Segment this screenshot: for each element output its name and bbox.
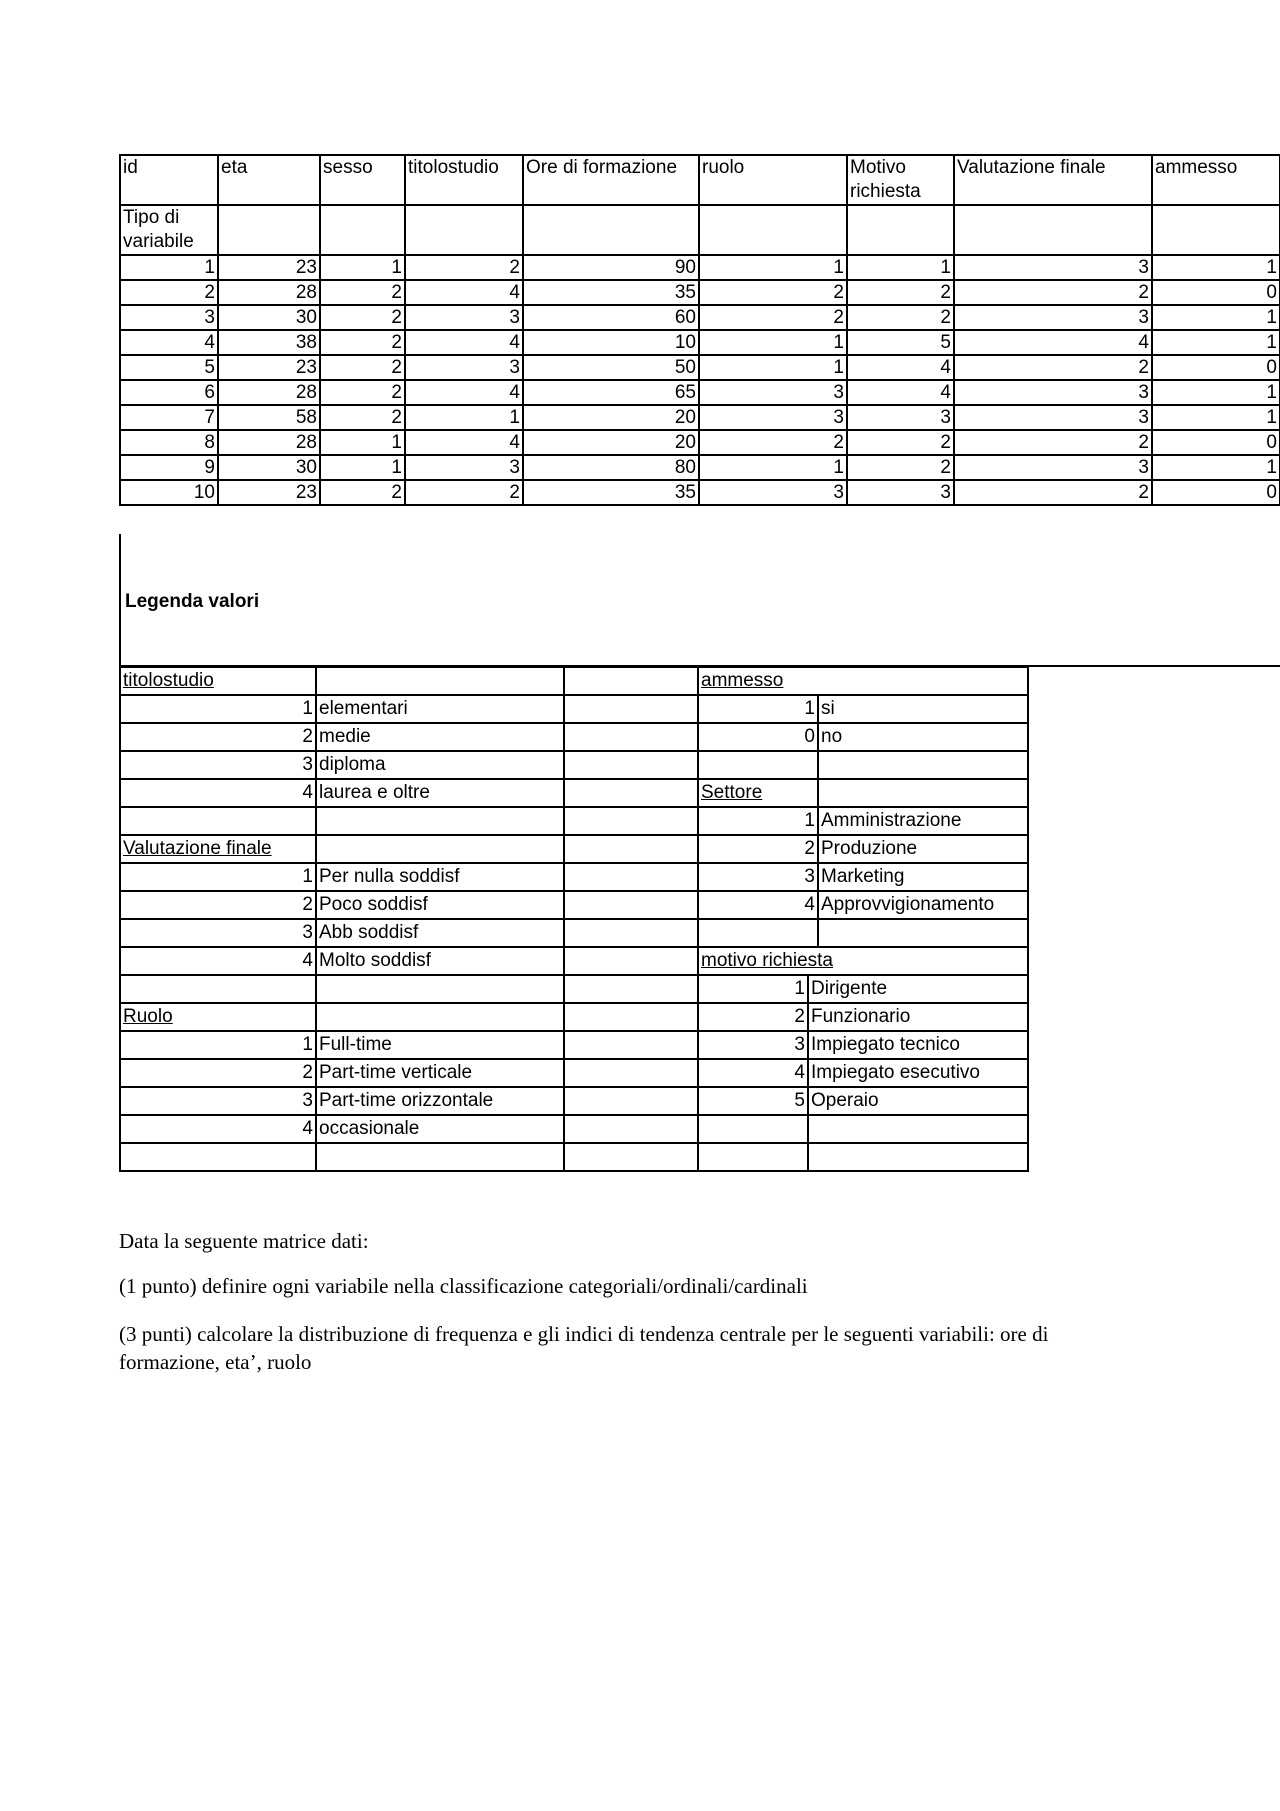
- legend-row: [120, 1143, 1028, 1171]
- table-cell: 2: [954, 480, 1152, 505]
- table-cell: 2: [320, 480, 405, 505]
- table-cell: 23: [218, 255, 320, 280]
- table-cell: 1: [320, 455, 405, 480]
- legend-row: [120, 723, 1028, 751]
- table-row: [120, 480, 1280, 505]
- header-cell: eta: [218, 155, 320, 205]
- legend-row: [120, 807, 1028, 835]
- table-row: [120, 305, 1280, 330]
- table-cell: 50: [523, 355, 699, 380]
- table-cell: 3: [954, 255, 1152, 280]
- table-cell: 1: [1152, 255, 1280, 280]
- table-cell: 2: [954, 355, 1152, 380]
- variable-type-label: Tipo di variabile: [120, 205, 218, 255]
- table-cell: 3: [405, 455, 523, 480]
- legend-value: Operaio: [808, 1087, 1028, 1115]
- legend-row: [120, 1115, 1028, 1143]
- legend-value: Dirigente: [808, 975, 1028, 1003]
- table-cell: 2: [320, 405, 405, 430]
- table-cell: 80: [523, 455, 699, 480]
- table-cell: 2: [405, 480, 523, 505]
- legend-code: 4: [120, 779, 316, 807]
- header-cell: sesso: [320, 155, 405, 205]
- table-cell: 1: [1152, 380, 1280, 405]
- table-cell: 4: [405, 380, 523, 405]
- legend-value: occasionale: [316, 1115, 564, 1143]
- table-cell: 28: [218, 430, 320, 455]
- legend-value: Poco soddisf: [316, 891, 564, 919]
- legend-row: [120, 779, 1028, 807]
- table-cell: 2: [405, 255, 523, 280]
- legend-code: 1: [120, 863, 316, 891]
- legend-row: [120, 1059, 1028, 1087]
- table-cell: 38: [218, 330, 320, 355]
- legend-value: diploma: [316, 751, 564, 779]
- legend-code: 4: [698, 1059, 808, 1087]
- table-cell: 10: [120, 480, 218, 505]
- table-cell: 28: [218, 280, 320, 305]
- table-row: [120, 355, 1280, 380]
- legend-value: Full-time: [316, 1031, 564, 1059]
- table-cell: 30: [218, 305, 320, 330]
- table-cell: 0: [1152, 480, 1280, 505]
- legend-row: [120, 891, 1028, 919]
- table-cell: 2: [847, 280, 954, 305]
- table-cell: 0: [1152, 355, 1280, 380]
- legend-value: laurea e oltre: [316, 779, 564, 807]
- legend-row: [120, 751, 1028, 779]
- table-cell: 1: [1152, 305, 1280, 330]
- legend-section-titolostudio: titolostudio: [123, 670, 214, 691]
- table-cell: 35: [523, 480, 699, 505]
- table-cell: 3: [405, 305, 523, 330]
- table-cell: 65: [523, 380, 699, 405]
- table-cell: 1: [699, 355, 847, 380]
- table-cell: 1: [320, 255, 405, 280]
- table-cell: 4: [120, 330, 218, 355]
- table-cell: 0: [1152, 430, 1280, 455]
- table-cell: 2: [699, 280, 847, 305]
- legend-header-box: [119, 534, 1280, 667]
- table-cell: 2: [699, 305, 847, 330]
- table-cell: 2: [847, 430, 954, 455]
- legend-code: 2: [120, 891, 316, 919]
- legend-code: 5: [698, 1087, 808, 1115]
- table-cell: 2: [320, 305, 405, 330]
- legend-value: Funzionario: [808, 1003, 1028, 1031]
- header-cell: Valutazione finale: [954, 155, 1152, 205]
- table-row: [120, 255, 1280, 280]
- legend-section-valutazione: Valutazione finale: [123, 838, 272, 859]
- table-cell: 3: [699, 380, 847, 405]
- table-cell: 2: [120, 280, 218, 305]
- legend-value: Impiegato esecutivo: [808, 1059, 1028, 1087]
- table-cell: 7: [120, 405, 218, 430]
- legend-table: [119, 666, 1029, 1172]
- table-cell: 1: [699, 330, 847, 355]
- table-row: [120, 430, 1280, 455]
- variable-type-cell[interactable]: [954, 205, 1152, 255]
- header-row: [120, 155, 1280, 205]
- header-cell: titolostudio: [405, 155, 523, 205]
- table-cell: 2: [954, 280, 1152, 305]
- legend-code: 1: [698, 695, 818, 723]
- table-cell: 3: [699, 405, 847, 430]
- table-cell: 1: [847, 255, 954, 280]
- question-1: (1 punto) definire ogni variabile nella classificazione categoriali/ordinali/cardinali: [119, 1274, 808, 1298]
- table-cell: 3: [954, 405, 1152, 430]
- variable-type-row: [120, 205, 1280, 255]
- header-cell: Ore di formazione: [523, 155, 699, 205]
- header-cell: ammesso: [1152, 155, 1280, 205]
- table-cell: 4: [405, 430, 523, 455]
- legend-value: Impiegato tecnico: [808, 1031, 1028, 1059]
- table-cell: 1: [120, 255, 218, 280]
- legend-row: [120, 863, 1028, 891]
- table-cell: 3: [847, 480, 954, 505]
- legend-code: 2: [698, 1003, 808, 1031]
- table-cell: 4: [847, 355, 954, 380]
- legend-value: Abb soddisf: [316, 919, 564, 947]
- table-cell: 1: [1152, 405, 1280, 430]
- variable-type-cell[interactable]: [1152, 205, 1280, 255]
- legend-code: 4: [120, 947, 316, 975]
- table-cell: 2: [320, 355, 405, 380]
- legend-value: Part-time verticale: [316, 1059, 564, 1087]
- legend-section-motivo: motivo richiesta: [701, 950, 833, 971]
- table-cell: 1: [1152, 455, 1280, 480]
- legend-value: medie: [316, 723, 564, 751]
- legend-code: 3: [698, 1031, 808, 1059]
- table-cell: 8: [120, 430, 218, 455]
- legend-code: 3: [120, 751, 316, 779]
- legend-code: 2: [698, 835, 818, 863]
- legend-value: elementari: [316, 695, 564, 723]
- table-cell: 20: [523, 430, 699, 455]
- legend-row: [120, 667, 1028, 695]
- legend-value: no: [818, 723, 1028, 751]
- table-cell: 1: [1152, 330, 1280, 355]
- table-cell: 4: [405, 280, 523, 305]
- legend-code: 3: [120, 919, 316, 947]
- table-cell: 5: [120, 355, 218, 380]
- legend-row: [120, 1087, 1028, 1115]
- table-cell: 0: [1152, 280, 1280, 305]
- legend-code: 3: [120, 1087, 316, 1115]
- legend-code: 1: [698, 975, 808, 1003]
- legend-code: 1: [698, 807, 818, 835]
- header-cell: Motivo richiesta: [847, 155, 954, 205]
- table-row: [120, 330, 1280, 355]
- legend-value: Part-time orizzontale: [316, 1087, 564, 1115]
- table-cell: 3: [954, 305, 1152, 330]
- legend-value: Molto soddisf: [316, 947, 564, 975]
- table-cell: 1: [320, 430, 405, 455]
- variable-type-cell[interactable]: [218, 205, 320, 255]
- legend-code: 1: [120, 695, 316, 723]
- legend-section-ammesso: ammesso: [701, 670, 784, 691]
- table-cell: 2: [954, 430, 1152, 455]
- legend-title: Legenda valori: [125, 591, 260, 612]
- table-cell: 1: [699, 255, 847, 280]
- legend-value: Per nulla soddisf: [316, 863, 564, 891]
- table-cell: 4: [954, 330, 1152, 355]
- table-cell: 2: [847, 455, 954, 480]
- legend-value: Marketing: [818, 863, 1028, 891]
- table-cell: 2: [847, 305, 954, 330]
- table-cell: 23: [218, 480, 320, 505]
- table-cell: 2: [320, 380, 405, 405]
- table-cell: 28: [218, 380, 320, 405]
- legend-row: [120, 975, 1028, 1003]
- legend-section-ruolo: Ruolo: [123, 1006, 173, 1027]
- legend-value: Amministrazione: [818, 807, 1028, 835]
- variable-type-cell[interactable]: [320, 205, 405, 255]
- question-2: (3 punti) calcolare la distribuzione di frequenza e gli indici di tendenza centrale per le seguenti variabili: ore di formazione, eta’, ruolo: [119, 1322, 1049, 1374]
- table-row: [120, 380, 1280, 405]
- table-cell: 6: [120, 380, 218, 405]
- table-cell: 1: [699, 455, 847, 480]
- data-matrix-table: [119, 154, 1280, 506]
- legend-row: [120, 695, 1028, 723]
- table-cell: 3: [847, 405, 954, 430]
- table-row: [120, 280, 1280, 305]
- table-cell: 1: [405, 405, 523, 430]
- table-cell: 10: [523, 330, 699, 355]
- legend-code: 0: [698, 723, 818, 751]
- legend-section-settore: Settore: [701, 782, 763, 803]
- legend-code: 2: [120, 1059, 316, 1087]
- intro-text: Data la seguente matrice dati:: [119, 1229, 369, 1253]
- table-cell: 35: [523, 280, 699, 305]
- table-cell: 20: [523, 405, 699, 430]
- table-cell: 2: [699, 430, 847, 455]
- variable-type-cell[interactable]: [699, 205, 847, 255]
- table-cell: 58: [218, 405, 320, 430]
- legend-row: [120, 919, 1028, 947]
- table-cell: 9: [120, 455, 218, 480]
- legend-code: 2: [120, 723, 316, 751]
- legend-value: Produzione: [818, 835, 1028, 863]
- variable-type-cell[interactable]: [523, 205, 699, 255]
- legend-row: [120, 835, 1028, 863]
- header-cell: id: [120, 155, 218, 205]
- table-row: [120, 455, 1280, 480]
- legend-code: 3: [698, 863, 818, 891]
- table-cell: 23: [218, 355, 320, 380]
- table-cell: 3: [954, 380, 1152, 405]
- table-cell: 3: [120, 305, 218, 330]
- legend-code: 4: [698, 891, 818, 919]
- legend-value: Approvvigionamento: [818, 891, 1028, 919]
- variable-type-cell[interactable]: [405, 205, 523, 255]
- legend-row: [120, 1031, 1028, 1059]
- table-cell: 3: [405, 355, 523, 380]
- legend-value: si: [818, 695, 1028, 723]
- table-cell: 2: [320, 280, 405, 305]
- legend-row: [120, 947, 1028, 975]
- table-cell: 30: [218, 455, 320, 480]
- table-cell: 4: [405, 330, 523, 355]
- table-cell: 3: [954, 455, 1152, 480]
- table-cell: 90: [523, 255, 699, 280]
- table-cell: 5: [847, 330, 954, 355]
- legend-code: 1: [120, 1031, 316, 1059]
- table-cell: 3: [699, 480, 847, 505]
- variable-type-cell[interactable]: [847, 205, 954, 255]
- table-cell: 4: [847, 380, 954, 405]
- header-cell: ruolo: [699, 155, 847, 205]
- table-cell: 60: [523, 305, 699, 330]
- legend-row: [120, 1003, 1028, 1031]
- table-row: [120, 405, 1280, 430]
- table-cell: 2: [320, 330, 405, 355]
- legend-code: 4: [120, 1115, 316, 1143]
